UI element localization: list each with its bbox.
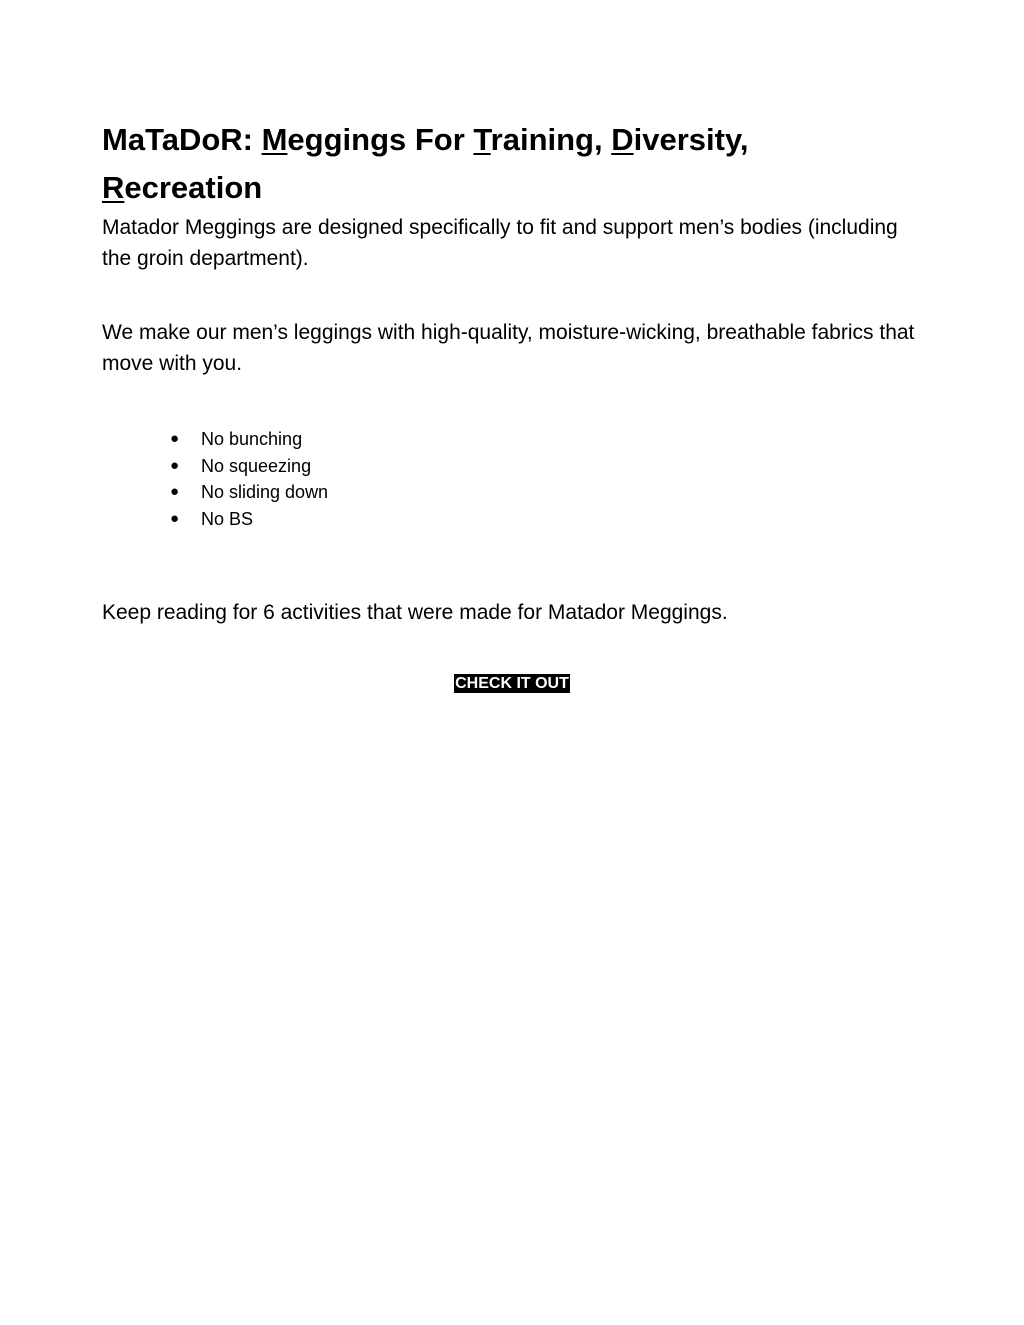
list-item: [170, 453, 922, 480]
title-word-recreation: ecreation: [124, 170, 263, 205]
check-it-out-button[interactable]: CHECK IT OUT: [455, 675, 569, 692]
list-item-text: No bunching: [201, 429, 303, 449]
features-list: [102, 426, 922, 532]
list-item-text: No BS: [201, 508, 254, 529]
intro-paragraph: Matador Meggings are designed specifically to fit and support men’s bodies (including the groin department).: [102, 216, 898, 270]
title-letter-m: M: [261, 122, 288, 157]
title-letter-r: R: [102, 170, 125, 205]
title-letter-d: D: [611, 122, 634, 157]
title-word-training: raining,: [490, 122, 612, 157]
bullet-icon: ●: [170, 456, 180, 474]
list-item-text: No squeezing: [201, 455, 312, 476]
bullet-icon: ●: [170, 430, 180, 447]
closing-paragraph: Keep reading for 6 activities that were made for Matador Meggings.: [102, 601, 728, 624]
list-item-text: No sliding down: [201, 482, 329, 502]
document-title: [102, 116, 922, 212]
title-letter-t: T: [473, 122, 491, 157]
cta-container: [0, 674, 1024, 693]
title-word-diversity: iversity,: [633, 122, 749, 157]
fabric-paragraph: We make our men’s leggings with high-quality, moisture-wicking, breathable fabrics that move with you.: [102, 321, 915, 375]
list-item: [170, 506, 922, 533]
list-item: [170, 426, 922, 453]
bullet-icon: ●: [170, 509, 180, 527]
title-word-meggings: eggings For: [287, 122, 474, 157]
document-page: [102, 116, 922, 693]
title-prefix: MaTaDoR:: [102, 122, 262, 157]
bullet-icon: ●: [170, 483, 180, 500]
list-item: [170, 479, 922, 506]
